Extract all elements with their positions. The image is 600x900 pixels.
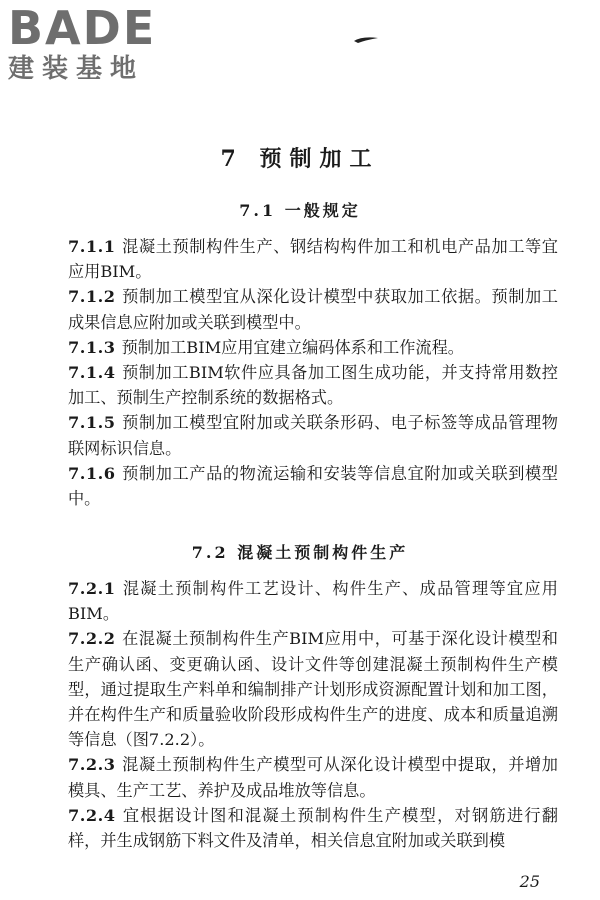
clause-text: 预制加工模型宜从深化设计模型中获取加工依据。预制加工成果信息应附加或关联到模型中。	[68, 287, 558, 332]
clause-number: 7.2.2	[68, 629, 116, 649]
clause	[68, 626, 558, 752]
scan-mark-icon	[352, 34, 380, 44]
clause	[68, 752, 558, 802]
clause-number: 7.1.2	[68, 287, 116, 307]
clause-text: 预制加工BIM应用宜建立编码体系和工作流程。	[121, 337, 464, 357]
logo-subtitle: 建装基地	[8, 54, 145, 84]
clause-text: 宜根据设计图和混凝土预制构件生产模型，对钢筋进行翻样，并生成钢筋下料文件及清单，相关信息宜附加或关联到模	[68, 805, 558, 851]
clause	[68, 461, 558, 511]
clause	[68, 576, 558, 626]
clause	[68, 803, 558, 853]
clause-text: 预制加工产品的物流运输和安装等信息宜附加或关联到模型中。	[68, 463, 558, 509]
clause-text: 混凝土预制构件工艺设计、构件生产、成品管理等宜应用BIM。	[68, 579, 558, 624]
logo	[8, 1, 178, 84]
clause-number: 7.1.3	[68, 337, 116, 357]
clause	[68, 410, 558, 460]
clause-number: 7.1.6	[68, 463, 116, 483]
clause-text: 在混凝土预制构件生产BIM应用中，可基于深化设计模型和生产确认函、变更确认函、设计文件等创建混凝土预制构件生产模型，通过提取生产料单和编制排产计划形成资源配置计划和加工图，并在构件生产和质量验收阶段形成构件生产的进度、成本和质量追溯等信息（图7.2.2）。	[68, 629, 558, 750]
logo-mark: BADE	[8, 1, 157, 55]
clause	[68, 360, 558, 410]
clause	[68, 284, 558, 334]
clause-number: 7.2.4	[68, 805, 116, 825]
clause-number: 7.1.1	[68, 237, 116, 256]
page-number: 25	[519, 872, 540, 891]
clause-number: 7.1.5	[68, 413, 116, 433]
section-title-7-2: 7.2 混凝土预制构件生产	[191, 543, 409, 562]
clause-text: 预制加工模型宜附加或关联条形码、电子标签等成品管理物联网标识信息。	[68, 413, 558, 458]
clause	[68, 335, 558, 360]
clause-text: 预制加工BIM软件应具备加工图生成功能，并支持常用数控加工、预制生产控制系统的数据格式。	[68, 363, 558, 408]
clause-number: 7.1.4	[68, 363, 116, 383]
clause-number: 7.2.3	[68, 755, 116, 775]
chapter-title: 7 预制加工	[220, 146, 380, 172]
section-title-7-1: 7.1 一般规定	[239, 201, 361, 220]
clause-text: 混凝土预制构件生产模型可从深化设计模型中提取，并增加模具、生产工艺、养护及成品堆放等信息。	[68, 755, 558, 800]
clause	[68, 234, 558, 284]
clause-text: 混凝土预制构件生产、钢结构构件加工和机电产品加工等宜应用BIM。	[68, 237, 558, 282]
section-7-2-clauses	[68, 576, 558, 853]
clause-number: 7.2.1	[68, 579, 116, 598]
section-7-1-clauses	[68, 234, 558, 511]
